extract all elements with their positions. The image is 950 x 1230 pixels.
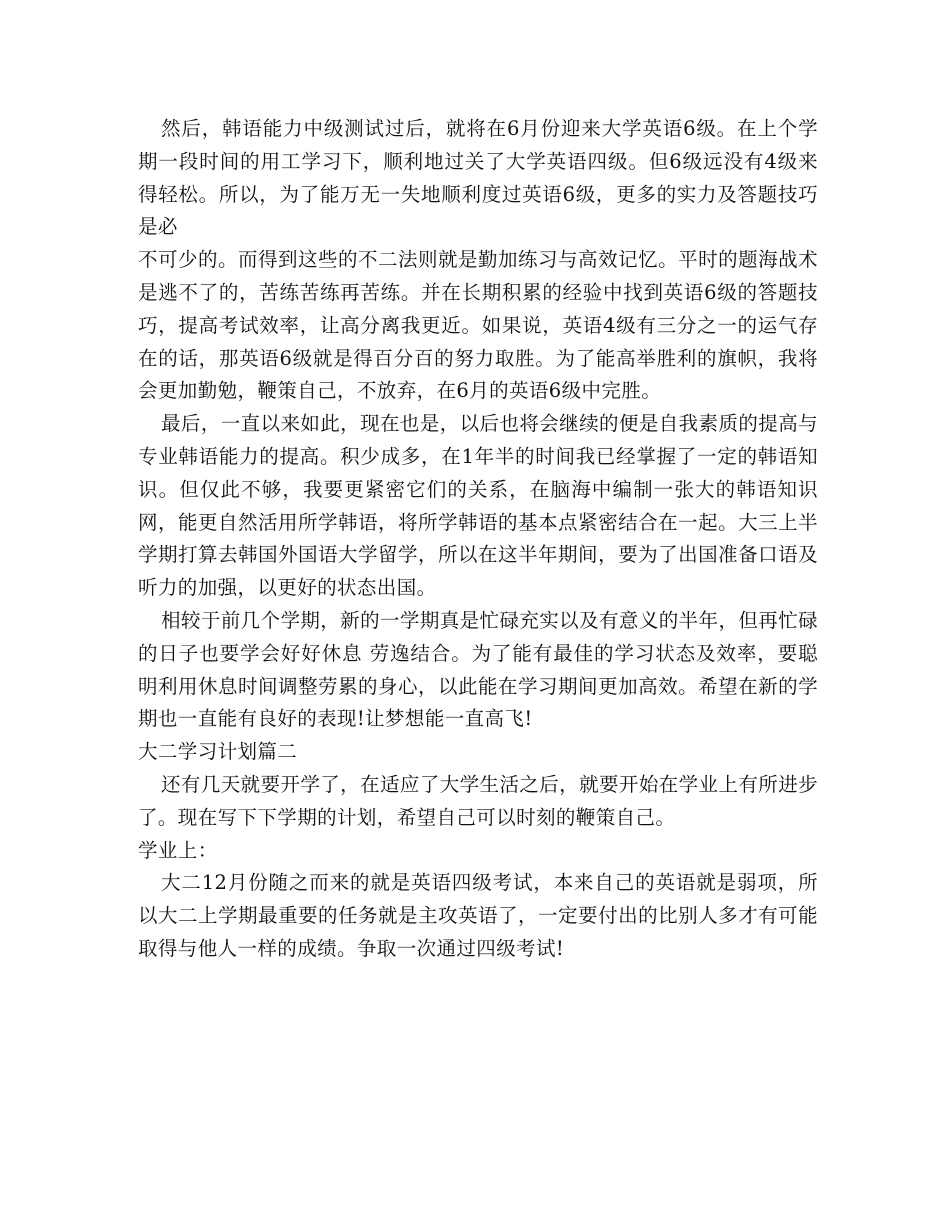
document-body: [138, 113, 818, 966]
paragraph-rest-balance: 相较于前几个学期，新的一学期真是忙碌充实以及有意义的半年，但再忙碌的日子也要学会好好休息 劳逸结合。为了能有最佳的学习状态及效率，要聪明利用休息时间调整劳累的身心，以此能在学习期间更加高效。希望在新的学期也一直能有良好的表现!让梦想能一直高飞!: [138, 608, 818, 731]
paragraph-cet6-intro: 然后，韩语能力中级测试过后，就将在6月份迎来大学英语6级。在上个学期一段时间的用工学习下，顺利地过关了大学英语四级。但6级远没有4级来得轻松。所以，为了能万无一失地顺利度过英语6级，更多的实力及答题技巧是必: [138, 117, 818, 239]
paragraph-semester-plan: 还有几天就要开学了，在适应了大学生活之后，就要开始在学业上有所进步了。现在写下下学期的计划，希望自己可以时刻的鞭策自己。: [138, 772, 818, 829]
paragraph-korean-ability: 最后，一直以来如此，现在也是，以后也将会继续的便是自我素质的提高与专业韩语能力的提高。积少成多，在1年半的时间我已经掌握了一定的韩语知识。但仅此不够，我要更紧密它们的关系，在脑海中编制一张大的韩语知识网，能更自然活用所学韩语，将所学韩语的基本点紧密结合在一起。大三上半学期打算去韩国外国语大学留学，所以在这半年期间，要为了出国准备口语及听力的加强，以更好的状态出国。: [138, 412, 818, 600]
paragraph-cet4-goal: 大二12月份随之而来的就是英语四级考试，本来自己的英语就是弱项，所以大二上学期最重要的任务就是主攻英语了，一定要付出的比别人多才有可能取得与他人一样的成绩。争取一次通过四级考试!: [138, 871, 818, 960]
subheading-academics: 学业上：: [138, 838, 218, 862]
paragraph-cet6-practice: 不可少的。而得到这些的不二法则就是勤加练习与高效记忆。平时的题海战术是逃不了的，苦练苦练再苦练。并在长期积累的经验中找到英语6级的答题技巧，提高考试效率，让高分离我更近。如果说，英语4级有三分之一的运气存在的话，那英语6级就是得百分百的努力取胜。为了能高举胜利的旗帜，我将会更加勤勉，鞭策自己，不放弃，在6月的英语6级中完胜。: [138, 248, 818, 403]
section-heading: 大二学习计划篇二: [138, 740, 298, 764]
